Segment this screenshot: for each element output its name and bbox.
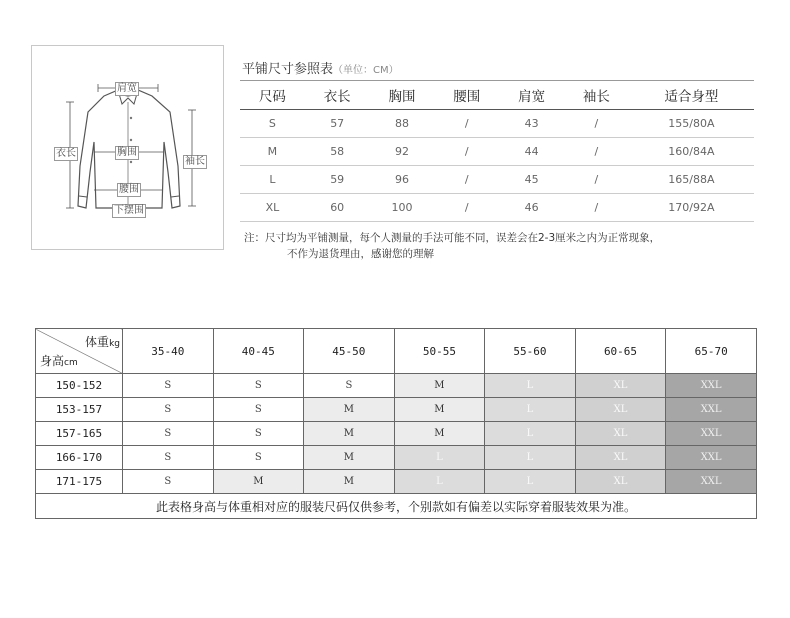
size-cell: L: [485, 470, 576, 494]
chest-label: 胸围: [117, 147, 137, 158]
measurement-note: [244, 230, 660, 262]
table-cell: 57: [305, 110, 370, 138]
table-row: [240, 166, 754, 194]
size-cell: M: [304, 422, 395, 446]
table-cell: 44: [499, 138, 564, 166]
table-row: [36, 398, 757, 422]
table-cell: L: [240, 166, 305, 194]
size-cell: M: [304, 446, 395, 470]
table-row: [36, 374, 757, 398]
size-cell: S: [123, 374, 214, 398]
table-cell: 165/88A: [629, 166, 754, 194]
table-cell: 45: [499, 166, 564, 194]
size-cell: XL: [575, 398, 666, 422]
size-cell: L: [485, 374, 576, 398]
size-cell: S: [213, 422, 304, 446]
col-size: 尺码: [240, 81, 305, 110]
waist-label: 腰围: [119, 184, 139, 195]
corner-weight-label: 体重kg: [85, 335, 120, 349]
size-cell: S: [123, 422, 214, 446]
weight-col-header: 45-50: [304, 329, 395, 374]
size-cell: L: [485, 422, 576, 446]
table-cell: /: [564, 194, 629, 222]
size-table: [240, 80, 754, 222]
table-row: [240, 110, 754, 138]
table-row: [240, 138, 754, 166]
height-row-label: 171-175: [36, 470, 123, 494]
table-footer-note: 此表格身高与体重相对应的服装尺码仅供参考，个别款如有偏差以实际穿着服装效果为准。: [36, 494, 757, 519]
table-cell: XL: [240, 194, 305, 222]
weight-col-header: 65-70: [666, 329, 757, 374]
note-line-1: 注：尺寸均为平铺测量，每个人测量的手法可能不同，误差会在2-3厘米之内为正常现象，: [244, 232, 661, 244]
weight-col-header: 60-65: [575, 329, 666, 374]
table-cell: 96: [370, 166, 435, 194]
col-shoulder: 肩宽: [499, 81, 564, 110]
size-table-title-text: 平铺尺寸参照表: [242, 62, 334, 77]
col-waist: 腰围: [434, 81, 499, 110]
size-cell: M: [304, 470, 395, 494]
height-row-label: 166-170: [36, 446, 123, 470]
size-cell: XL: [575, 422, 666, 446]
size-cell: S: [123, 470, 214, 494]
col-sleeve: 袖长: [564, 81, 629, 110]
table-footer-row: [36, 494, 757, 519]
size-table-title: [242, 58, 399, 77]
table-cell: 43: [499, 110, 564, 138]
size-cell: M: [394, 422, 485, 446]
table-cell: 88: [370, 110, 435, 138]
size-cell: XXL: [666, 374, 757, 398]
col-body-type: 适合身型: [629, 81, 754, 110]
size-cell: XXL: [666, 398, 757, 422]
corner-header: [36, 329, 123, 374]
table-row: [36, 422, 757, 446]
table-cell: /: [434, 166, 499, 194]
size-cell: XL: [575, 470, 666, 494]
shoulder-label: 肩宽: [117, 83, 137, 94]
table-cell: 46: [499, 194, 564, 222]
height-weight-table: [35, 328, 757, 519]
size-cell: XL: [575, 374, 666, 398]
height-row-label: 157-165: [36, 422, 123, 446]
size-cell: XXL: [666, 446, 757, 470]
sleeve-label: 袖长: [185, 156, 205, 167]
weight-header-row: [36, 329, 757, 374]
weight-col-header: 35-40: [123, 329, 214, 374]
table-cell: 160/84A: [629, 138, 754, 166]
size-cell: M: [213, 470, 304, 494]
table-cell: 60: [305, 194, 370, 222]
table-cell: 155/80A: [629, 110, 754, 138]
size-cell: S: [213, 374, 304, 398]
weight-col-header: 55-60: [485, 329, 576, 374]
height-row-label: 153-157: [36, 398, 123, 422]
shirt-diagram: [31, 45, 224, 250]
table-cell: S: [240, 110, 305, 138]
corner-height-label: 身高cm: [40, 354, 78, 368]
size-cell: L: [485, 398, 576, 422]
weight-col-header: 50-55: [394, 329, 485, 374]
size-cell: S: [123, 398, 214, 422]
size-cell: XL: [575, 446, 666, 470]
table-row: [36, 470, 757, 494]
size-cell: L: [394, 470, 485, 494]
col-length: 衣长: [305, 81, 370, 110]
height-row-label: 150-152: [36, 374, 123, 398]
size-cell: M: [394, 374, 485, 398]
table-cell: M: [240, 138, 305, 166]
weight-col-header: 40-45: [213, 329, 304, 374]
table-cell: /: [564, 166, 629, 194]
size-cell: L: [485, 446, 576, 470]
table-row: [36, 446, 757, 470]
length-label: 衣长: [56, 148, 76, 159]
size-cell: S: [304, 374, 395, 398]
size-cell: XXL: [666, 422, 757, 446]
size-cell: S: [213, 446, 304, 470]
table-cell: /: [434, 138, 499, 166]
size-cell: S: [213, 398, 304, 422]
col-chest: 胸围: [370, 81, 435, 110]
table-row: [240, 194, 754, 222]
note-line-2: 不作为退货理由，感谢您的理解: [287, 248, 434, 260]
table-cell: /: [434, 194, 499, 222]
size-cell: M: [304, 398, 395, 422]
size-cell: XXL: [666, 470, 757, 494]
size-cell: L: [394, 446, 485, 470]
table-cell: 59: [305, 166, 370, 194]
table-cell: 58: [305, 138, 370, 166]
size-table-header-row: [240, 81, 754, 110]
table-cell: 170/92A: [629, 194, 754, 222]
table-cell: /: [434, 110, 499, 138]
hem-label: 下摆围: [114, 205, 144, 216]
table-cell: /: [564, 110, 629, 138]
size-table-unit: （单位：CM）: [333, 65, 399, 76]
size-cell: S: [123, 446, 214, 470]
table-cell: /: [564, 138, 629, 166]
size-cell: M: [394, 398, 485, 422]
table-cell: 100: [370, 194, 435, 222]
table-cell: 92: [370, 138, 435, 166]
